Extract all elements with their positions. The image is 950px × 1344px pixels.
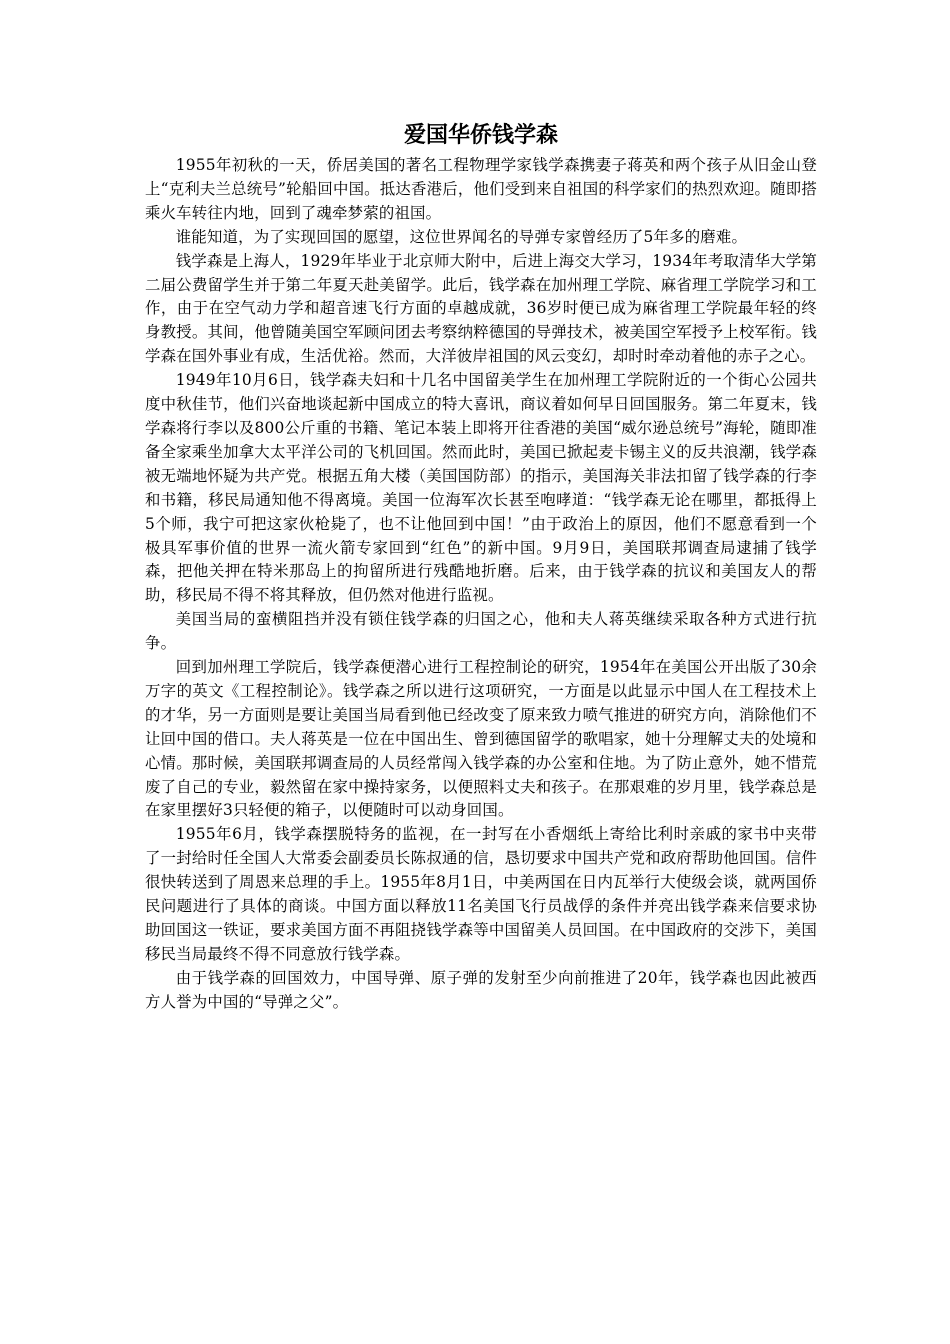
paragraph-4: 1949年10月6日，钱学森夫妇和十几名中国留美学生在加州理工学院附近的一个街心公园共度中秋佳节，他们兴奋地谈起新中国成立的特大喜讯，商议着如何早日回国服务。第二年夏末，钱学森将行李以及800公斤重的书籍、笔记本装上即将开往香港的美国“威尔逊总统号”海轮，随即准备全家乘坐加拿大太平洋公司的飞机回国。然而此时，美国已掀起麦卡锡主义的反共浪潮，钱学森被无端地怀疑为共产党。根据五角大楼（美国国防部）的指示，美国海关非法扣留了钱学森的行李和书籍，移民局通知他不得离境。美国一位海军次长甚至咆哮道：“钱学森无论在哪里，都抵得上5个师，我宁可把这家伙枪毙了，也不让他回到中国！”由于政治上的原因，他们不愿意看到一个极具军事价值的世界一流火箭专家回到“红色”的新中国。9月9日，美国联邦调查局逮捕了钱学森，把他关押在特米那岛上的拘留所进行残酷地折磨。后来，由于钱学森的抗议和美国友人的帮助，移民局不得不将其释放，但仍然对他进行监视。 [145,371,817,605]
paragraph-8: 由于钱学森的回国效力，中国导弹、原子弹的发射至少向前推进了20年，钱学森也因此被西方人誉为中国的“导弹之父”。 [145,968,817,1011]
paragraph-7: 1955年6月，钱学森摆脱特务的监视，在一封写在小香烟纸上寄给比利时亲戚的家书中夹带了一封给时任全国人大常委会副委员长陈叔通的信，恳切要求中国共产党和政府帮助他回国。信件很快转送到了周恩来总理的手上。1955年8月1日，中美两国在日内瓦举行大使级会谈，就两国侨民问题进行了具体的商谈。中国方面以释放11名美国飞行员战俘的条件并亮出钱学森来信要求协助回国这一铁证，要求美国方面不再阻挠钱学森等中国留美人员回国。在中国政府的交涉下，美国移民当局最终不得不同意放行钱学森。 [145,825,817,963]
document-title: 爱国华侨钱学森 [403,122,558,148]
document-page [145,118,817,1015]
paragraph-3: 钱学森是上海人，1929年毕业于北京师大附中，后进上海交大学习，1934年考取清华大学第二届公费留学生并于第二年夏天赴美留学。此后，钱学森在加州理工学院、麻省理工学院学习和工作，由于在空气动力学和超音速飞行方面的卓越成就，36岁时便已成为麻省理工学院最年轻的终身教授。其间，他曾随美国空军顾问团去考察纳粹德国的导弹技术，被美国空军授予上校军衔。钱学森在国外事业有成，生活优裕。然而，大洋彼岸祖国的风云变幻，却时时牵动着他的赤子之心。 [145,251,817,366]
paragraph-2: 谁能知道，为了实现回国的愿望，这位世界闻名的导弹专家曾经历了5年多的磨难。 [175,227,748,246]
paragraph-1: 1955年初秋的一天，侨居美国的著名工程物理学家钱学森携妻子蒋英和两个孩子从旧金山登上“克利夫兰总统号”轮船回中国。抵达香港后，他们受到来自祖国的科学家们的热烈欢迎。随即搭乘火车转往内地，回到了魂牵梦萦的祖国。 [145,156,817,222]
paragraph-5: 美国当局的蛮横阻挡并没有锁住钱学森的归国之心，他和夫人蒋英继续采取各种方式进行抗争。 [145,610,817,653]
paragraph-6: 回到加州理工学院后，钱学森便潜心进行工程控制论的研究，1954年在美国公开出版了30余万字的英文《工程控制论》。钱学森之所以进行这项研究，一方面是以此显示中国人在工程技术上的才华，另一方面则是要让美国当局看到他已经改变了原来致力喷气推进的研究方向，消除他们不让回中国的借口。夫人蒋英是一位在中国出生、曾到德国留学的歌唱家，她十分理解丈夫的处境和心情。那时候，美国联邦调查局的人员经常闯入钱学森的办公室和住地。为了防止意外，她不惜荒废了自己的专业，毅然留在家中操持家务，以便照料丈夫和孩子。在那艰难的岁月里，钱学森总是在家里摆好3只轻便的箱子，以便随时可以动身回国。 [145,658,817,820]
